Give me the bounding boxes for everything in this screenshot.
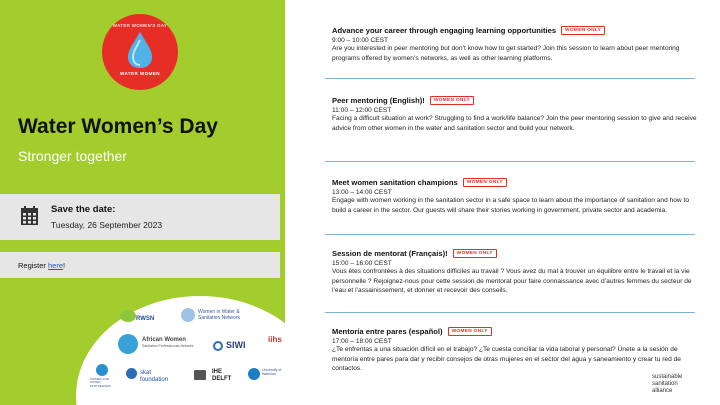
water-drop-icon xyxy=(125,30,155,70)
session-time: 17:00 – 18:00 CEST xyxy=(332,338,392,345)
wwsn-logo: Women in Water & Sanitation Network xyxy=(198,309,240,321)
women-only-badge: WOMEN ONLY xyxy=(430,96,474,105)
session-4 xyxy=(332,249,702,296)
women-only-badge: WOMEN ONLY xyxy=(448,327,492,336)
susana-line-2: sanitation xyxy=(652,381,678,387)
left-panel xyxy=(0,0,285,405)
session-title xyxy=(332,178,702,187)
divider xyxy=(325,161,695,162)
calendar-icon xyxy=(21,206,38,225)
susana-logo xyxy=(652,374,682,395)
session-description: Facing a difficult situation at work? Struggling to find a work/life balance? Join the peer mentoring session to give and receive advice from other women in the water and sanitation sector and build your network. xyxy=(332,115,697,132)
siwi-logo: SIWI xyxy=(226,340,246,350)
event-date: Tuesday, 26 September 2023 xyxy=(51,220,163,230)
save-the-date-box xyxy=(0,194,280,240)
session-time: 11:00 – 12:00 CEST xyxy=(332,107,392,114)
session-title-text: Session de mentorat (Français)! xyxy=(332,249,448,258)
session-title-text: Meet women sanitation champions xyxy=(332,178,458,187)
wfwp-logo-icon xyxy=(96,364,108,376)
skat-logo: skat foundation xyxy=(140,370,169,383)
wwsn-logo-icon xyxy=(181,308,195,322)
session-2 xyxy=(332,96,702,133)
water-womens-day-logo xyxy=(102,14,178,90)
session-time: 9:00 – 10:00 CEST xyxy=(332,37,389,44)
rwsn-logo-icon xyxy=(120,310,136,322)
register-text xyxy=(18,261,65,270)
session-title xyxy=(332,96,702,105)
skat-logo-icon xyxy=(126,368,137,379)
ecosan-logo-icon xyxy=(118,334,138,354)
event-title: Water Women’s Day xyxy=(18,115,218,138)
divider xyxy=(325,312,695,313)
partner-logos xyxy=(76,296,285,405)
session-5 xyxy=(332,327,702,374)
susana-line-1: sustainable xyxy=(652,374,683,380)
session-description: ¿Te enfrentas a una situación difícil en el trabajo? ¿Te cuesta conciliar la vida laboral y personal? Únete a la sesión de mentoría entre pares para dar y recibir consejos de otras mujeres en el sector del agua y saneamiento y crear tu red de contactos. xyxy=(332,346,681,373)
session-title-text: Peer mentoring (English)! xyxy=(332,96,425,105)
sessions-panel xyxy=(285,0,720,405)
save-the-date-label: Save the date: xyxy=(51,204,116,215)
iihs-logo: iihs xyxy=(268,335,282,344)
african-women-sub: Sanitation Professionals Network xyxy=(142,344,194,348)
logo-top-text: WATER WOMEN'S DAY xyxy=(112,23,168,28)
register-suffix: ! xyxy=(63,261,66,270)
logo-bottom-text: WATER WOMEN xyxy=(119,71,161,76)
session-description: Engage with women working in the sanitation sector in a safe space to learn about the importance of sanitation and how to build a career in the sector. Our guests will share their stories working in government, private sector and academia. xyxy=(332,197,690,214)
african-women-logo: African Women xyxy=(142,337,186,343)
session-time: 13:00 – 14:00 CEST xyxy=(332,189,392,196)
session-title xyxy=(332,327,702,336)
register-box xyxy=(0,252,280,278)
wfwp-logo: WOMEN FOR WATER PARTNERSHIP xyxy=(90,377,112,388)
event-subtitle: Stronger together xyxy=(18,148,127,164)
susana-line-3: alliance xyxy=(652,388,673,394)
session-title-text: Mentoría entre pares (español) xyxy=(332,327,443,336)
session-description: Are you interested in peer mentoring but don’t know how to get started? Join this session to learn about peer mentoring programs offered by women’s networks, as well as other learning platforms. xyxy=(332,45,680,62)
session-title xyxy=(332,26,702,35)
register-prefix: Register xyxy=(18,261,49,270)
session-1 xyxy=(332,26,702,63)
siwi-logo-icon xyxy=(213,341,223,351)
women-only-badge: WOMEN ONLY xyxy=(463,178,507,187)
university-logo-icon xyxy=(248,368,260,380)
divider xyxy=(325,234,695,235)
session-title xyxy=(332,249,702,258)
session-time: 15:00 – 16:00 CEST xyxy=(332,260,392,267)
session-title-text: Advance your career through engaging learning opportunities xyxy=(332,26,557,35)
unesco-logo-icon xyxy=(194,370,206,380)
ihe-logo: IHE DELFT xyxy=(212,369,232,382)
divider xyxy=(325,78,695,79)
session-description: Vous êtes confrontées à des situations difficiles au travail ? Vous avez du mal à trouver un équilibre entre le travail et la vie personnelle ? Rejoignez-nous pour cette session de mentorat pour faire connaissance avec d’autres femmes du secteur de l’eau et l’assainissement, et donner et recevoir des conseils. xyxy=(332,268,692,295)
women-only-badge: WOMEN ONLY xyxy=(453,249,497,258)
university-logo: University of Waterloo xyxy=(262,368,282,376)
register-link[interactable]: here xyxy=(48,261,64,270)
rwsn-logo: RWSN xyxy=(136,316,155,322)
women-only-badge: WOMEN ONLY xyxy=(561,26,605,35)
session-3 xyxy=(332,178,702,215)
